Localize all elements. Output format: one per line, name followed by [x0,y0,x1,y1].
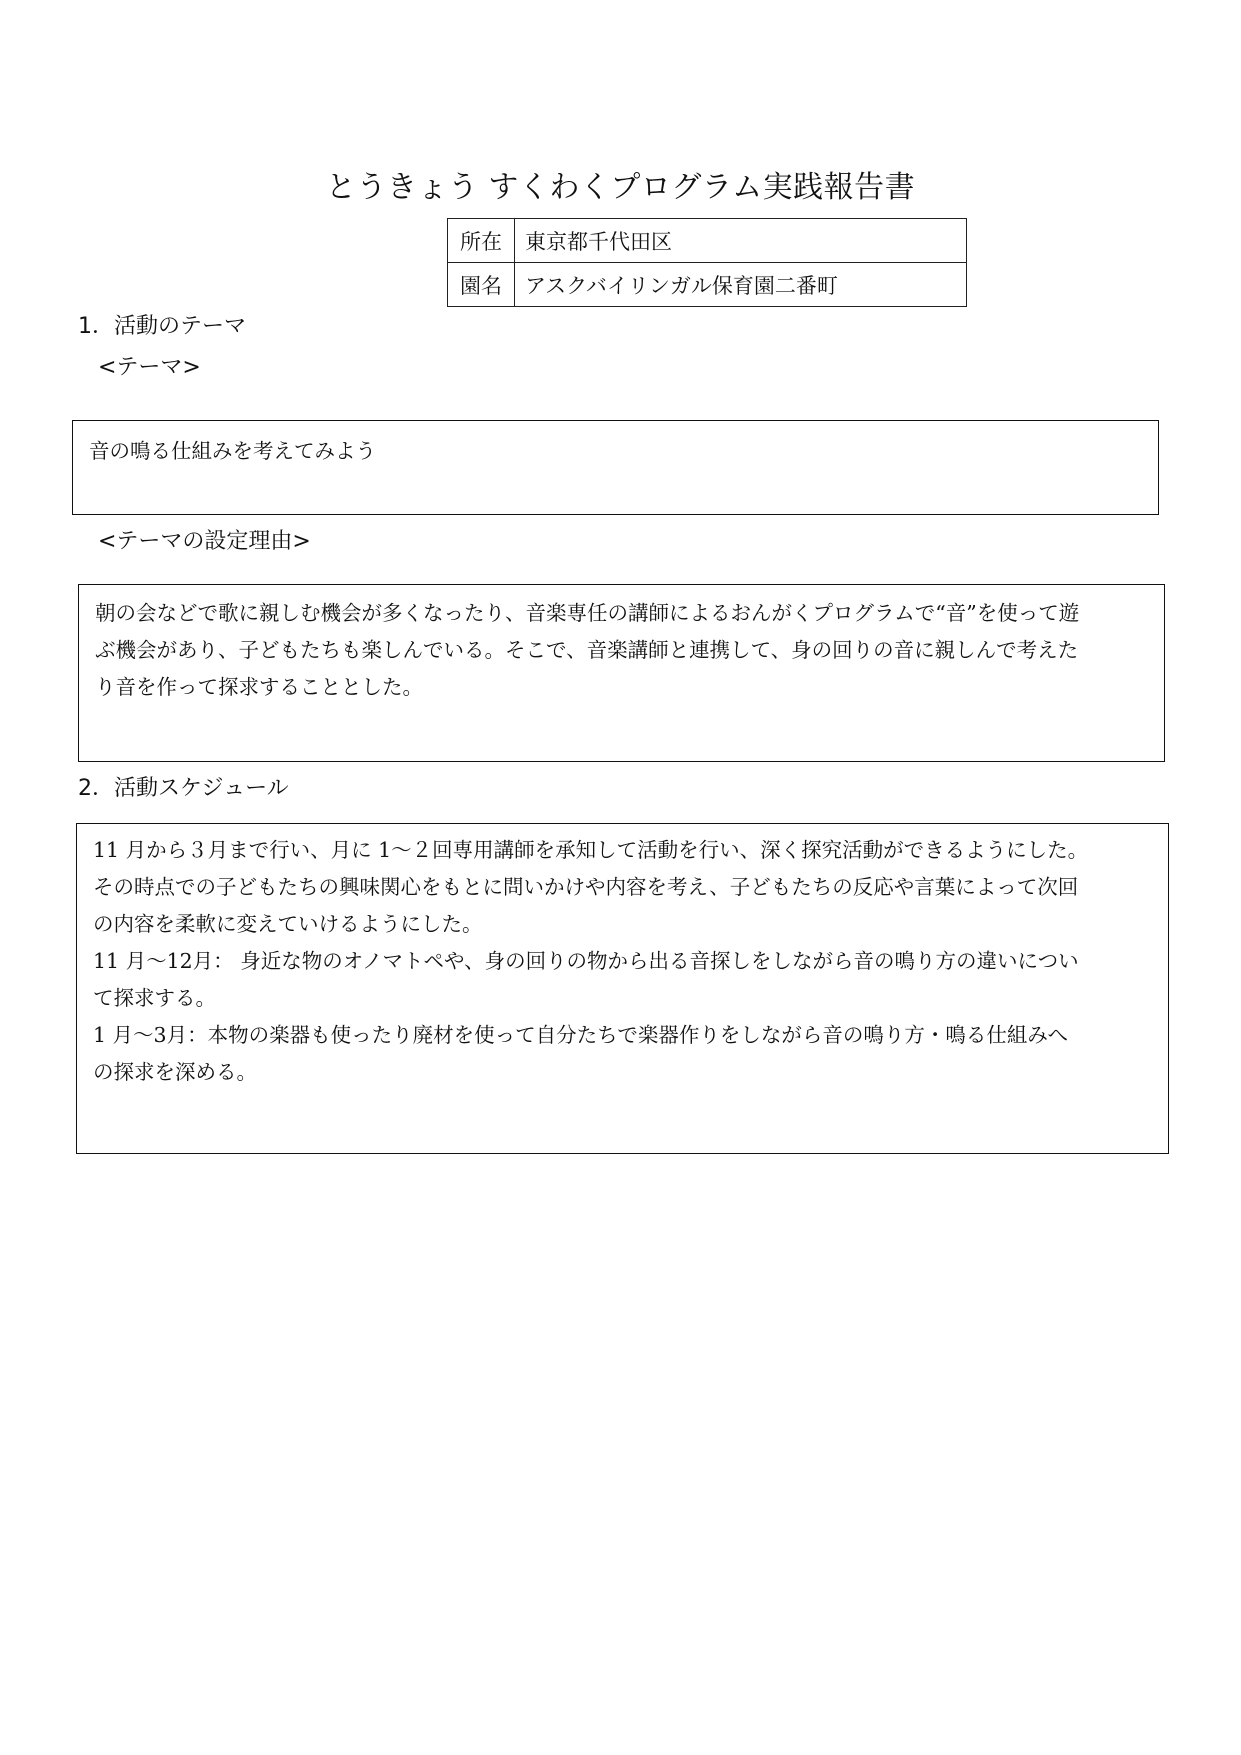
reason-label: <テーマの設定理由> [98,529,311,554]
schedule-line: 11 月から３月まで行い、月に 1～２回専用講師を承知して活動を行い、深く探究活動ができるようにした。 [93,838,1089,862]
info-row-name [448,263,967,307]
facility-name-label: 園名 [448,263,515,307]
location-label: 所在 [448,219,515,263]
schedule-line: の探求を深める。 [93,1060,257,1084]
facility-name-value: アスクバイリンガル保育園二番町 [515,263,967,307]
reason-line: 朝の会などで歌に親しむ機会が多くなったり、音楽専任の講師によるおんがくプログラムで“音”を使って遊 [95,601,1080,625]
section1-heading: 1．活動のテーマ [78,314,246,339]
location-value: 東京都千代田区 [515,219,967,263]
theme-box [72,420,1159,515]
theme-label: <テーマ> [98,355,201,380]
document-title: とうきょう すくわくプログラム実践報告書 [325,170,916,205]
info-table [447,218,967,307]
section2-heading: 2．活動スケジュール [78,776,289,801]
theme-text: 音の鳴る仕組みを考えてみよう [89,439,376,463]
reason-line: ぶ機会があり、子どもたちも楽しんでいる。そこで、音楽講師と連携して、身の回りの音に親しんで考えた [95,638,1079,662]
reason-box [78,584,1165,762]
schedule-line: その時点での子どもたちの興味関心をもとに問いかけや内容を考え、子どもたちの反応や言葉によって次回 [93,875,1079,899]
schedule-line: の内容を柔軟に変えていけるようにした。 [93,912,483,936]
reason-line: り音を作って探求することとした。 [95,675,423,699]
schedule-line: 11 月～12月： 身近な物のオノマトペや、身の回りの物から出る音探しをしながら音の鳴り方の違いについ [93,949,1079,973]
info-row-location [448,219,967,263]
schedule-line: 1 月～3月：本物の楽器も使ったり廃材を使って自分たちで楽器作りをしながら音の鳴り方・鳴る仕組みへ [93,1023,1068,1047]
schedule-line: て探求する。 [93,986,216,1010]
schedule-box [76,823,1169,1154]
